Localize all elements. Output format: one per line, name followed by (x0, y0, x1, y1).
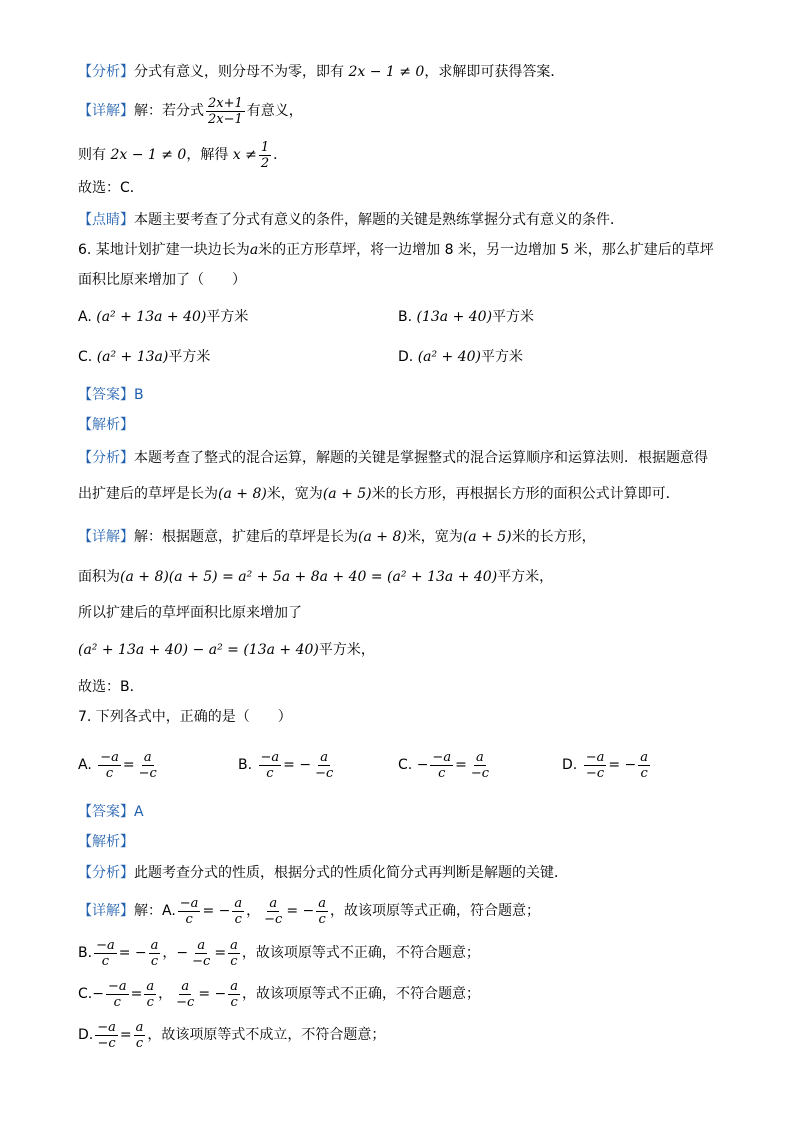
option-unit: 平方米 (168, 349, 211, 365)
q7-detail-d-line: D. $\frac{-a}{-c}$ = $\frac{a}{c}$ ，故该项原等式不成立，不符合题意； (78, 1019, 386, 1051)
q5-then-line (78, 138, 724, 172)
option-letter: A. (78, 309, 92, 325)
q6-stem-line-1 (78, 240, 724, 260)
q6-analysis-line-1 (78, 448, 724, 468)
fraction-neg-a-over-c: $\frac{-a}{c}$ (432, 749, 452, 781)
q6-length-expr: (a + 8) (218, 486, 267, 502)
q6-detail-width: (a + 5) (462, 529, 512, 545)
q6-detail-c: 米，宽为 (406, 529, 463, 545)
q6-choice: 故选：B． (78, 679, 144, 695)
q7-detail-d-post: ，故该项原等式不成立，不符合题意； (147, 1027, 386, 1043)
q7-option-d: D. $\frac{-a}{-c}$ = − $\frac{a}{c}$ (562, 749, 649, 781)
option-letter: C. (78, 349, 93, 365)
option-unit: 平方米 (206, 309, 249, 325)
q6-diff-post: 平方米， (318, 642, 375, 658)
q6-analysis-1: 本题考查了整式的混合运算，解题的关键是掌握整式的混合运算顺序和运算法则．根据题意得 (134, 450, 708, 466)
q6-option-c (78, 347, 210, 367)
option-letter: D. (562, 757, 578, 773)
option-letter: C. (398, 757, 413, 773)
q5-analysis-post: ，求解即可获得答案． (424, 64, 565, 80)
detail-tag: 【详解】 (78, 103, 134, 119)
q6-area-post: 平方米， (497, 569, 554, 585)
q6-diff-expr: (a² + 13a + 40) − a² = (13a + 40) (78, 642, 319, 658)
q5-then-cond: 2x − 1 ≠ 0 (110, 147, 187, 163)
analysis-tag: 【分析】 (78, 450, 134, 466)
q5-half-den: 2 (260, 155, 270, 171)
option-letter: B. (238, 757, 253, 773)
q6-option-d (398, 347, 523, 367)
q7-detail-c-post: ，故该项原等式不正确，不符合题意； (242, 986, 480, 1002)
q7-option-a: A. $\frac{-a}{c}$ = $\frac{a}{-c}$ (78, 749, 157, 781)
q5-detail-pre: 解：若分式 (134, 103, 204, 119)
q6-width-expr: (a + 5) (322, 486, 372, 502)
q5-half-fraction (259, 140, 271, 171)
q6-area-line (78, 567, 724, 587)
fraction-neg-a-over-c: $\frac{-a}{c}$ (260, 749, 280, 781)
detail-tag: 【详解】 (78, 903, 134, 919)
fraction-a-over-c: $\frac{a}{c}$ (640, 749, 649, 781)
q7-detail-b-post: ，故该项原等式不正确，不符合题意； (241, 945, 480, 961)
q7-detail-a-line: 【详解】解：A. $\frac{-a}{c}$ = − $\frac{a}{c}$ ， $\frac{a}{-c}$ = − $\frac{a}{c}$ ，故该项原等式正确，符合题意； (78, 895, 540, 927)
q5-comment-line (78, 210, 724, 230)
q5-choice: 故选：C． (78, 180, 144, 196)
q6-diff-line (78, 640, 724, 660)
q7-parse-tag: 【解析】 (78, 834, 134, 850)
q5-then-mid: ，解得 (186, 147, 229, 163)
q5-analysis-text: 分式有意义，则分母不为零，即有 (134, 64, 344, 80)
q6-so-line: 所以扩建后的草坪面积比原来增加了 (78, 605, 302, 621)
analysis-tag: 【分析】 (78, 64, 134, 80)
q5-then-x: x ≠ (232, 147, 257, 163)
detail-tag: 【详解】 (78, 529, 134, 545)
comment-tag: 【点睛】 (78, 212, 134, 228)
fraction-a-over-neg-c: $\frac{a}{-c}$ (470, 749, 489, 781)
fraction-neg-a-over-c: $\frac{-a}{c}$ (100, 749, 119, 781)
q5-half-num: 1 (260, 139, 270, 155)
option-expr: (a² + 40) (417, 349, 482, 365)
q5-frac-num: 2x+1 (208, 95, 243, 111)
q5-condition: 2x − 1 ≠ 0 (348, 64, 425, 80)
q6-stem-post: 米的正方形草坪，将一边增加 8 米，另一边增加 5 米，那么扩建后的草坪 (258, 242, 714, 258)
q7-detail-c-line: C.− $\frac{-a}{c}$ = $\frac{a}{c}$ ， $\frac{a}{-c}$ = − $\frac{a}{c}$ ，故该项原等式不正确，不符合题意； (78, 978, 480, 1010)
q6-analysis-2e: 米的长方形，再根据长方形的面积公式计算即可． (371, 486, 680, 502)
q6-stem-line-2: 面积比原来增加了（ ） (78, 272, 246, 288)
option-letter: B. (78, 945, 93, 961)
q5-frac-den: 2x−1 (208, 111, 243, 127)
q5-analysis-line (78, 62, 724, 82)
q7-option-b: B. $\frac{-a}{c}$ = − $\frac{a}{-c}$ (238, 749, 334, 781)
option-letter: A. (78, 757, 92, 773)
q7-detail-b-line: B. $\frac{-a}{c}$ = − $\frac{a}{c}$ ，− $\frac{a}{-c}$ = $\frac{a}{c}$ ，故该项原等式不正确，不符合题意； (78, 937, 480, 969)
option-expr: (a² + 13a + 40) (96, 309, 207, 325)
q5-fraction (206, 96, 245, 127)
option-letter: D. (78, 1027, 94, 1043)
q5-then-end: ． (273, 147, 288, 163)
q5-detail-post: 有意义， (246, 103, 303, 119)
q5-comment-text: 本题主要考查了分式有意义的条件，解题的关键是熟练掌握分式有意义的条件． (134, 212, 624, 228)
q6-detail-line (78, 527, 724, 547)
q6-analysis-2c: 米，宽为 (266, 486, 323, 502)
option-expr: (a² + 13a) (96, 349, 169, 365)
q7-option-c: C. − $\frac{-a}{c}$ = $\frac{a}{-c}$ (398, 749, 489, 781)
q7-stem: 7. 下列各式中，正确的是（ ） (78, 709, 292, 725)
q6-detail-a: 解：根据题意，扩建后的草坪是长为 (134, 529, 358, 545)
fraction-neg-a-over-neg-c: $\frac{-a}{-c}$ (585, 749, 605, 781)
option-letter: D. (398, 349, 414, 365)
q6-area-pre: 面积为 (78, 569, 120, 585)
q7-detail-a-post: ，故该项原等式正确，符合题意； (330, 903, 540, 919)
fraction-a-over-neg-c: $\frac{a}{-c}$ (315, 749, 334, 781)
q7-detail-pre: 解：A. (134, 903, 176, 919)
q7-analysis-line (78, 863, 724, 883)
q6-analysis-2a: 出扩建后的草坪是长为 (78, 486, 218, 502)
option-unit: 平方米 (492, 309, 535, 325)
option-letter: B. (398, 309, 413, 325)
q6-analysis-line-2 (78, 484, 724, 504)
q5-detail-line (78, 94, 724, 128)
q6-detail-e: 米的长方形， (511, 529, 596, 545)
q5-then-pre: 则有 (78, 147, 106, 163)
q6-stem-pre: 6. 某地计划扩建一块边长为 (78, 242, 250, 258)
q6-area-expr: (a + 8)(a + 5) = a² + 5a + 8a + 40 = (a² + 13a + 40) (120, 569, 498, 585)
q6-option-a (78, 307, 248, 327)
q6-answer: 【答案】B (78, 387, 144, 403)
q7-analysis-text: 此题考查分式的性质，根据分式的性质化简分式再判断是解题的关键． (134, 865, 568, 881)
q6-detail-length: (a + 8) (358, 529, 407, 545)
fraction-a-over-neg-c: $\frac{a}{-c}$ (138, 749, 157, 781)
analysis-tag: 【分析】 (78, 865, 134, 881)
option-expr: (13a + 40) (416, 309, 493, 325)
q6-option-b (398, 307, 534, 327)
option-unit: 平方米 (481, 349, 524, 365)
q7-answer: 【答案】A (78, 804, 144, 820)
option-letter: C. (78, 986, 93, 1002)
q6-parse-tag: 【解析】 (78, 417, 134, 433)
q6-stem-var: a (249, 242, 259, 258)
